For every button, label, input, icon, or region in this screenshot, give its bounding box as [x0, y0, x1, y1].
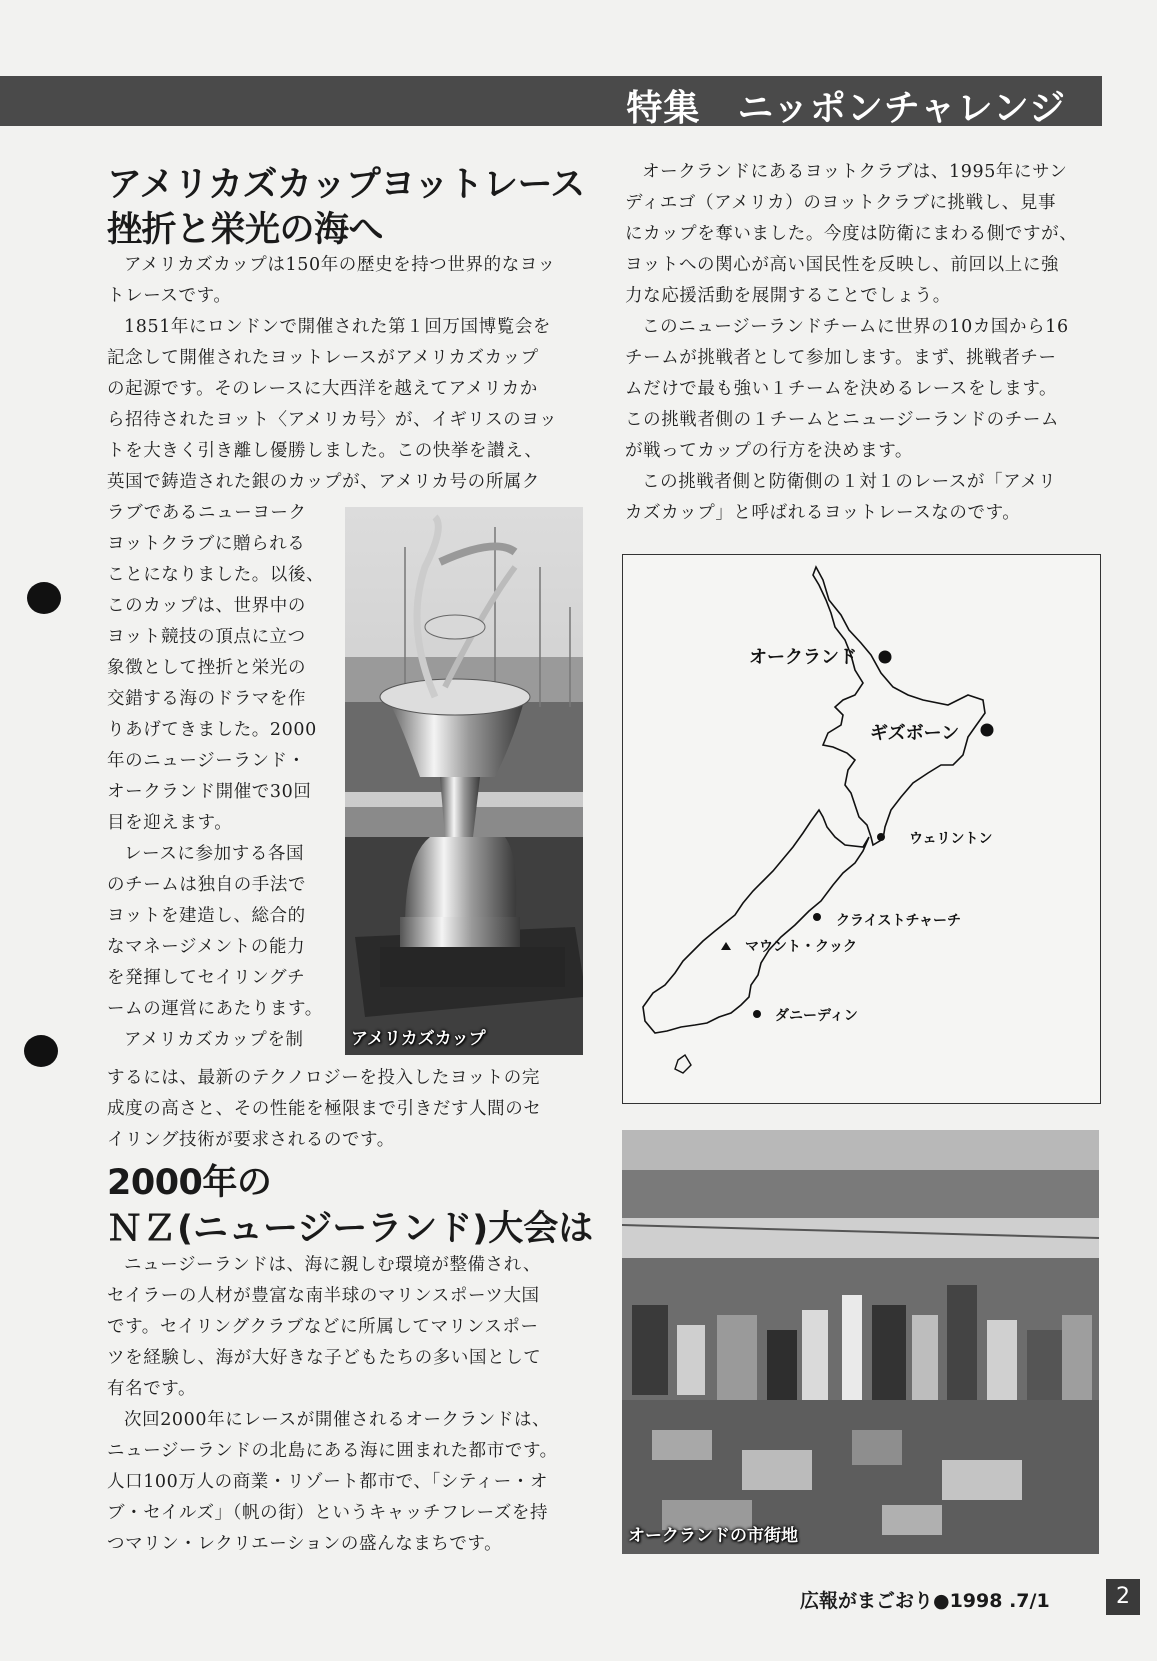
- text-line: ヨット競技の頂点に立つ: [107, 627, 306, 647]
- text-line: ムだけで最も強い１チームを決めるレースをします。: [625, 379, 1058, 399]
- map-label-mount-cook: マウント・クック: [745, 939, 857, 955]
- header-bar: [0, 76, 1102, 129]
- text-line: するには、最新のテクノロジーを投入したヨットの完: [107, 1068, 540, 1088]
- dunedin-marker: [753, 1010, 761, 1018]
- text-line: 英国で鋳造された銀のカップが、アメリカ号の所属ク: [107, 472, 540, 492]
- text-line: レースに参加する各国: [124, 844, 305, 864]
- s2-para-1: [107, 1250, 584, 1560]
- text-line: のチームは独自の手法で: [107, 875, 307, 895]
- text-line: カズカップ」と呼ばれるヨットレースなのです。: [625, 503, 1021, 523]
- text-line: このカップは、世界中の: [107, 596, 306, 616]
- text-line: ことになりました。以後、: [107, 565, 325, 585]
- trophy-image: [345, 507, 583, 1055]
- map-label-christchurch: クライストチャーチ: [836, 913, 962, 929]
- text-line: ら招待されたヨット〈アメリカ号〉が、イギリスのヨッ: [107, 410, 558, 430]
- text-line: ヨットを建造し、総合的: [107, 906, 306, 926]
- text-line: りあげてきました。2000: [107, 720, 317, 740]
- text-line: 成度の高さと、その性能を極限まで引きだす人間のセ: [107, 1099, 542, 1119]
- text-line: 1851年にロンドンで開催された第１回万国博覧会を: [124, 317, 552, 337]
- text-line: つマリン・レクリエーションの盛んなまちです。: [107, 1534, 503, 1554]
- text-line: ヨットクラブに贈られる: [107, 534, 306, 554]
- section1-heading-line: アメリカズカップヨットレース: [107, 165, 585, 205]
- text-line: オークランドにあるヨットクラブは、1995年にサン: [642, 162, 1068, 182]
- section1-heading-line: 挫折と栄光の海へ: [107, 210, 384, 250]
- text-line: が戦ってカップの行方を決めます。: [625, 441, 914, 461]
- section1-heading: [107, 163, 585, 253]
- right-column-text: [625, 157, 1102, 529]
- text-line: 記念して開催されたヨットレースがアメリカズカップ: [107, 348, 539, 368]
- mount-cook-marker: [721, 942, 731, 950]
- map-label-auckland: オークランド: [749, 647, 857, 668]
- text-line: イリング技術が要求されるのです。: [107, 1130, 395, 1150]
- text-line: 目を迎えます。: [107, 813, 233, 833]
- map-label-gisborne: ギズボーン: [870, 723, 960, 744]
- text-line: このニュージーランドチームに世界の10カ国から16: [642, 317, 1069, 337]
- christchurch-marker: [813, 913, 821, 921]
- text-line: 次回2000年にレースが開催されるオークランドは、: [124, 1410, 551, 1430]
- punch-hole-top: [27, 582, 61, 614]
- text-line: アメリカズカップを制: [124, 1030, 304, 1050]
- section2-heading: [107, 1160, 593, 1252]
- text-line: ニュージーランドは、海に親しむ環境が整備され、: [124, 1255, 541, 1275]
- text-line: オークランド開催で30回: [107, 782, 312, 802]
- header-title: 特集 ニッポンチャレンジ: [626, 88, 1066, 129]
- city-image: [622, 1130, 1099, 1554]
- text-line: アメリカズカップは150年の歴史を持つ世界的なヨッ: [124, 255, 556, 275]
- text-line: 交錯する海のドラマを作: [107, 689, 307, 709]
- text-line: の起源です。そのレースに大西洋を越えてアメリカか: [107, 379, 538, 399]
- page-number: 2: [1106, 1579, 1140, 1615]
- text-line: 年のニュージーランド・: [107, 751, 306, 771]
- text-line: ディエゴ（アメリカ）のヨットクラブに挑戦し、見事: [625, 193, 1057, 213]
- text-line: です。セイリングクラブなどに所属してマリンスポー: [107, 1317, 539, 1337]
- text-line: 人口100万人の商業・リゾート都市で、「シティー・オ: [107, 1472, 549, 1492]
- text-line: セイラーの人材が豊富な南半球のマリンスポーツ大国: [107, 1286, 540, 1306]
- auckland-city-photo: [622, 1130, 1099, 1554]
- text-line: 象徴として挫折と栄光の: [107, 658, 307, 678]
- text-line: チームが挑戦者として参加します。まず、挑戦者チー: [625, 348, 1057, 368]
- punch-hole-bottom: [24, 1035, 58, 1067]
- s1-para-1: [107, 250, 584, 312]
- text-line: この挑戦者側の１チームとニュージーランドのチーム: [625, 410, 1060, 430]
- text-line: ツを経験し、海が大好きな子どもたちの多い国として: [107, 1348, 542, 1368]
- text-line: なマネージメントの能力: [107, 937, 306, 957]
- nz-outline-image: [623, 555, 1100, 1103]
- americas-cup-photo: [345, 507, 583, 1055]
- city-photo-caption: オークランドの市街地: [628, 1526, 798, 1546]
- footer-publication: 広報がまごおり●1998 .7/1: [800, 1590, 1050, 1612]
- s1-para-4: [107, 1063, 584, 1156]
- section2-heading-line: 2000年の: [107, 1163, 272, 1203]
- text-line: ームの運営にあたります。: [107, 999, 323, 1019]
- text-line: トレースです。: [107, 286, 232, 306]
- new-zealand-map: [622, 554, 1101, 1104]
- s1-para-2: [107, 312, 584, 498]
- s1-para-2-narrow: [107, 498, 327, 1056]
- text-line: トを大きく引き離し優勝しました。この快挙を讃え、: [107, 441, 543, 461]
- text-line: この挑戦者側と防衛側の１対１のレースが「アメリ: [642, 472, 1057, 492]
- text-line: 力な応援活動を展開することでしょう。: [625, 286, 951, 306]
- text-line: ブ・セイルズ」（帆の街）というキャッチフレーズを持: [107, 1503, 549, 1523]
- wellington-marker: [877, 833, 885, 841]
- text-line: にカップを奪いました。今度は防衛にまわる側ですが、: [625, 224, 1078, 244]
- cup-photo-caption: アメリカズカップ: [351, 1029, 486, 1049]
- auckland-marker: [879, 651, 892, 664]
- text-line: ヨットへの関心が高い国民性を反映し、前回以上に強: [625, 255, 1060, 275]
- map-label-wellington: ウェリントン: [909, 831, 993, 847]
- text-line: を発揮してセイリングチ: [107, 968, 306, 988]
- gisborne-marker: [981, 724, 994, 737]
- map-label-dunedin: ダニーディン: [775, 1008, 858, 1024]
- text-line: 有名です。: [107, 1379, 197, 1399]
- text-line: ラブであるニューヨーク: [107, 503, 307, 523]
- text-line: ニュージーランドの北島にある海に囲まれた都市です。: [107, 1441, 558, 1461]
- section2-heading-line: ＮＺ(ニュージーランド)大会は: [107, 1209, 594, 1249]
